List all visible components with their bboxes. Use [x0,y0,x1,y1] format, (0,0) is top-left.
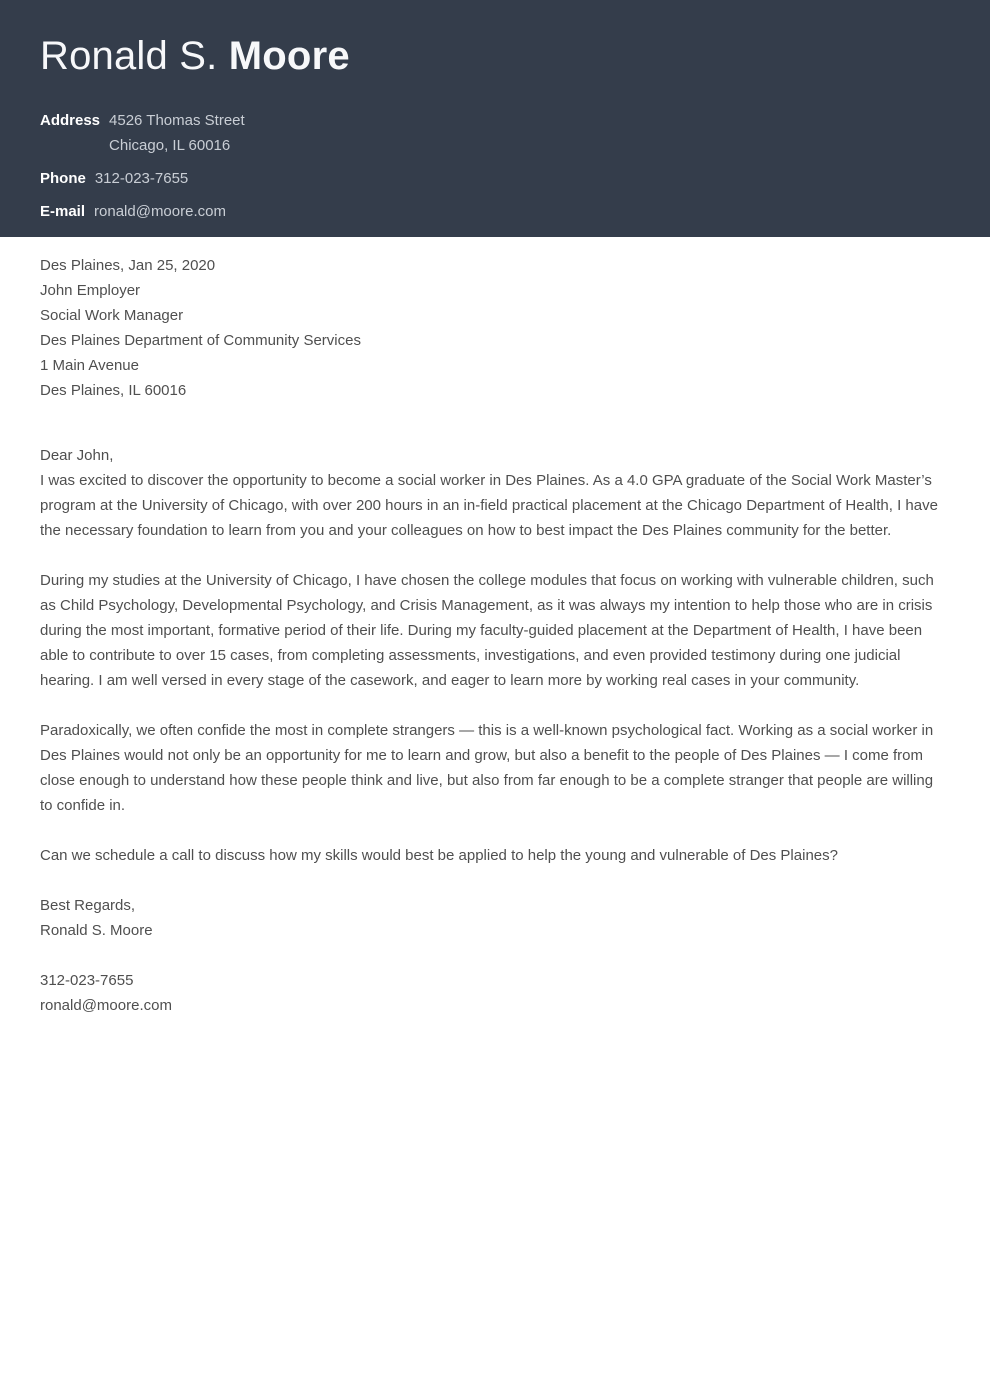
recipient-organization: Des Plaines Department of Community Services [40,332,361,349]
email-label: E-mail [40,203,86,220]
salutation: Dear John, [40,447,114,464]
paragraph-3: Paradoxically, we often confide the most in complete strangers — this is a well-known psychological fact. Working as a social worker in Des Plaines would not only be an opportunity for me to learn and grow, but also a benefit to the people of Des Plaines — I come from close enough to understand how these people think and live, but also from far enough to be a complete stranger that people are willing to confide in. [40,722,934,814]
letter-header [0,0,990,237]
recipient-name: John Employer [40,282,141,299]
person-name-last: Moore [228,34,350,78]
address-label: Address [40,112,101,129]
closing-line: Best Regards, [40,897,136,914]
contact-row-address [40,108,950,158]
date-line: Des Plaines, Jan 25, 2020 [40,257,216,274]
phone-label: Phone [40,170,86,187]
signature-name: Ronald S. Moore [40,922,153,939]
call-to-action [40,843,948,868]
footer-phone: 312-023-7655 [40,972,134,989]
letter-body [0,237,990,1018]
address-line-2: Chicago, IL 60016 [109,137,231,154]
recipient-block [40,278,948,403]
person-name [40,36,950,76]
contact-list [40,108,950,224]
contact-row-email [40,199,950,224]
body-paragraph-2 [40,568,948,693]
address-value [109,108,245,158]
recipient-title: Social Work Manager [40,307,184,324]
paragraph-1: I was excited to discover the opportunity to become a social worker in Des Plaines. As a 4.0 GPA graduate of the Social Work Master’s program at the University of Chicago, with over 200 hours in an in-field practical placement at the Chicago Department of Health, I have the necessary foundation to learn from you and your colleagues on how to best impact the Des Plaines community for the better. [40,472,938,539]
recipient-city: Des Plaines, IL 60016 [40,382,187,399]
person-name-first: Ronald S. [40,34,229,78]
footer-email: ronald@moore.com [40,997,172,1014]
recipient-street: 1 Main Avenue [40,357,139,374]
phone-value: 312-023-7655 [94,170,189,187]
contact-row-phone [40,166,950,191]
email-value: ronald@moore.com [94,203,226,220]
footer-contact-block [40,968,948,1018]
body-paragraph-3 [40,718,948,818]
question-line: Can we schedule a call to discuss how my skills would best be applied to help the young and vulnerable of Des Plaines? [40,847,838,864]
opening-paragraph [40,443,948,543]
address-line-1: 4526 Thomas Street [109,112,245,129]
paragraph-2: During my studies at the University of Chicago, I have chosen the college modules that focus on working with vulnerable children, such as Child Psychology, Developmental Psychology, and Crisis Management, as it was always my intention to help those who are in crisis during the most important, formative period of their life. During my faculty-guided placement at the Department of Health, I have been able to contribute to over 15 cases, from completing assessments, investigations, and even provided testimony during one judicial hearing. I am well versed in every stage of the casework, and eager to learn more by working real cases in your community. [40,572,934,689]
closing-block [40,893,948,943]
